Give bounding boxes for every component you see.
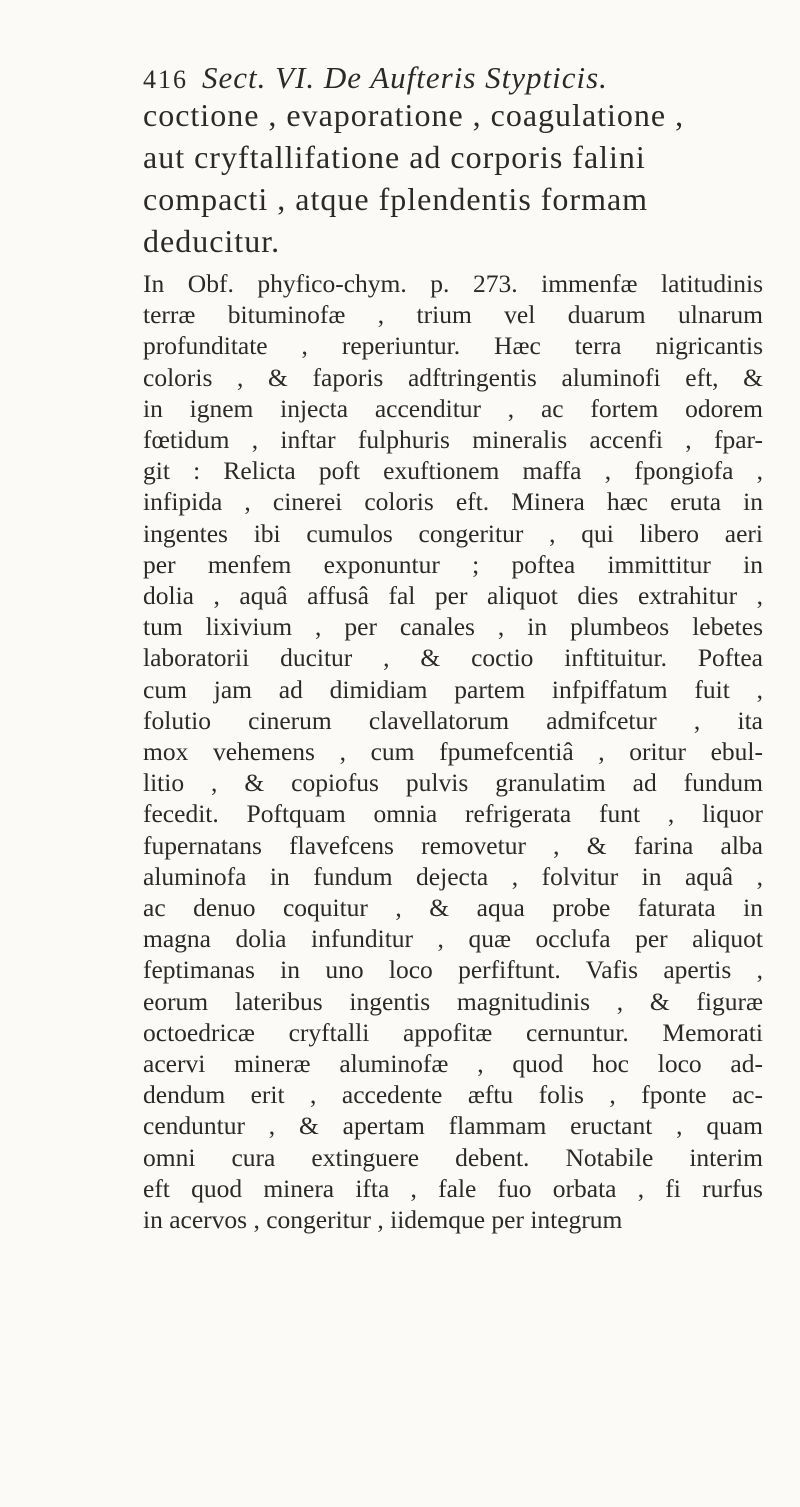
text-line: acervi mineræ aluminofæ , quod hoc loco ad- <box>143 1049 763 1079</box>
text-line: profunditate , reperiuntur. Hæc terra nigricantis <box>143 331 763 361</box>
text-line: per menfem exponuntur ; poftea immittitur in <box>143 549 763 579</box>
text-line: dolia , aquâ affusâ fal per aliquot dies extrahitur , <box>143 581 763 611</box>
intro-line: coctione , evaporatione , coagulatione , <box>143 97 685 133</box>
text-line: folutio cinerum clavellatorum admifcetur , ita <box>143 705 763 735</box>
text-line: mox vehemens , cum fpumefcentiâ , oritur ebul- <box>143 737 763 767</box>
text-line: eorum lateribus ingentis magnitudinis , & figuræ <box>143 986 763 1016</box>
text-line: magna dolia infunditur , quæ occlufa per aliquot <box>143 924 763 954</box>
intro-line: compacti , atque fplendentis formam <box>143 181 649 217</box>
text-line: coloris , & faporis adftringentis aluminofi eft, & <box>143 362 763 392</box>
text-line: infipida , cinerei coloris eft. Minera hæc eruta in <box>143 487 763 517</box>
body-paragraph <box>143 268 763 1235</box>
text-line: terræ bituminofæ , trium vel duarum ulnarum <box>143 300 763 330</box>
text-line: git : Relicta poft exuftionem maffa , fpongiofa , <box>143 456 763 486</box>
text-line: in ignem injecta accenditur , ac fortem odorem <box>143 393 763 423</box>
text-line: aluminofa in fundum dejecta , folvitur in aquâ , <box>143 861 763 891</box>
text-line: dendum erit , accedente æftu folis , fponte ac- <box>143 1080 763 1110</box>
intro-line: deducitur. <box>143 223 281 259</box>
intro-paragraph <box>143 94 763 262</box>
text-line: cenduntur , & apertam flammam eructant , quam <box>143 1111 763 1141</box>
intro-line: aut cryftallifatione ad corporis falini <box>143 139 646 175</box>
text-line: litio , & copiofus pulvis granulatim ad fundum <box>143 768 763 798</box>
text-line: ingentes ibi cumulos congeritur , qui libero aeri <box>143 518 763 548</box>
text-line: tum lixivium , per canales , in plumbeos lebetes <box>143 612 763 642</box>
section-title: Sect. VI. De Aufteris Stypticis. <box>202 60 608 95</box>
text-line: In Obf. phyfico-chym. p. 273. immenfæ latitudinis <box>143 269 763 298</box>
text-line: eft quod minera ifta , fale fuo orbata , fi rurfus <box>143 1173 763 1203</box>
text-line: in acervos , congeritur , iidemque per integrum <box>143 1205 623 1235</box>
text-line: omni cura extinguere debent. Notabile interim <box>143 1142 763 1172</box>
text-line: fœtidum , inftar fulphuris mineralis accenfi , fpar- <box>143 425 763 455</box>
text-line: fecedit. Poftquam omnia refrigerata funt , liquor <box>143 799 763 829</box>
text-line: feptimanas in uno loco perfiftunt. Vafis apertis , <box>143 955 763 985</box>
text-line: cum jam ad dimidiam partem infpiffatum fuit , <box>143 674 763 704</box>
text-line: ac denuo coquitur , & aqua probe faturata in <box>143 893 763 923</box>
page-number: 416 <box>143 65 188 94</box>
text-line: octoedricæ cryftalli appofitæ cernuntur. Memorati <box>143 1017 763 1047</box>
text-line: laboratorii ducitur , & coctio inftituitur. Poftea <box>143 643 763 673</box>
text-line: fupernatans flavefcens removetur , & farina alba <box>143 830 763 860</box>
